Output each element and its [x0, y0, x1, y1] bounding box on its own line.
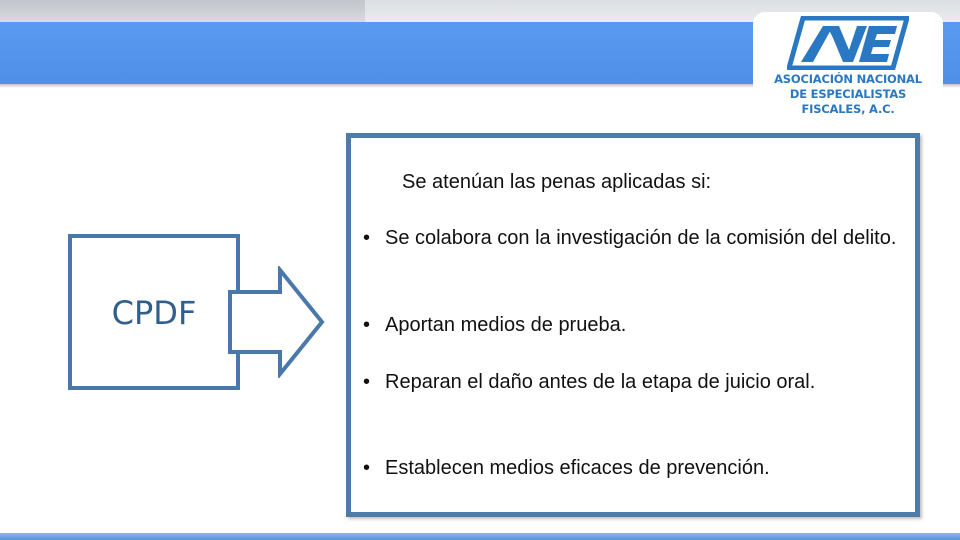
list-item: [363, 454, 908, 483]
cpdf-label: CPDF: [111, 294, 197, 332]
bullet-icon: •: [363, 457, 371, 479]
conditions-box: [346, 133, 920, 517]
bullet-icon: •: [363, 371, 371, 393]
logo: [753, 12, 943, 124]
list-item: [363, 311, 908, 340]
top-strip-dark: [0, 0, 365, 22]
bullet-icon: •: [363, 227, 371, 249]
logo-text-line-1: ASOCIACIÓN NACIONAL: [774, 72, 922, 86]
right-arrow-icon: [228, 266, 328, 378]
list-item-text: Reparan el daño antes de la etapa de juicio oral.: [385, 371, 816, 393]
list-item-text: Se colabora con la investigación de la comisión del delito.: [385, 227, 897, 249]
cpdf-box: [68, 234, 240, 390]
list-item-text: Establecen medios eficaces de prevención.: [385, 457, 770, 479]
list-item: [363, 368, 908, 397]
bullet-icon: •: [363, 314, 371, 336]
list-item: [363, 224, 908, 253]
ane-logo-icon: [787, 16, 909, 70]
logo-text: [753, 72, 943, 117]
list-item-text: Aportan medios de prueba.: [385, 314, 627, 336]
bottom-strip: [0, 533, 960, 540]
conditions-heading: Se atenúan las penas aplicadas si:: [402, 171, 712, 193]
logo-text-line-3: FISCALES, A.C.: [801, 102, 895, 116]
logo-text-line-2: DE ESPECIALISTAS: [789, 87, 907, 101]
